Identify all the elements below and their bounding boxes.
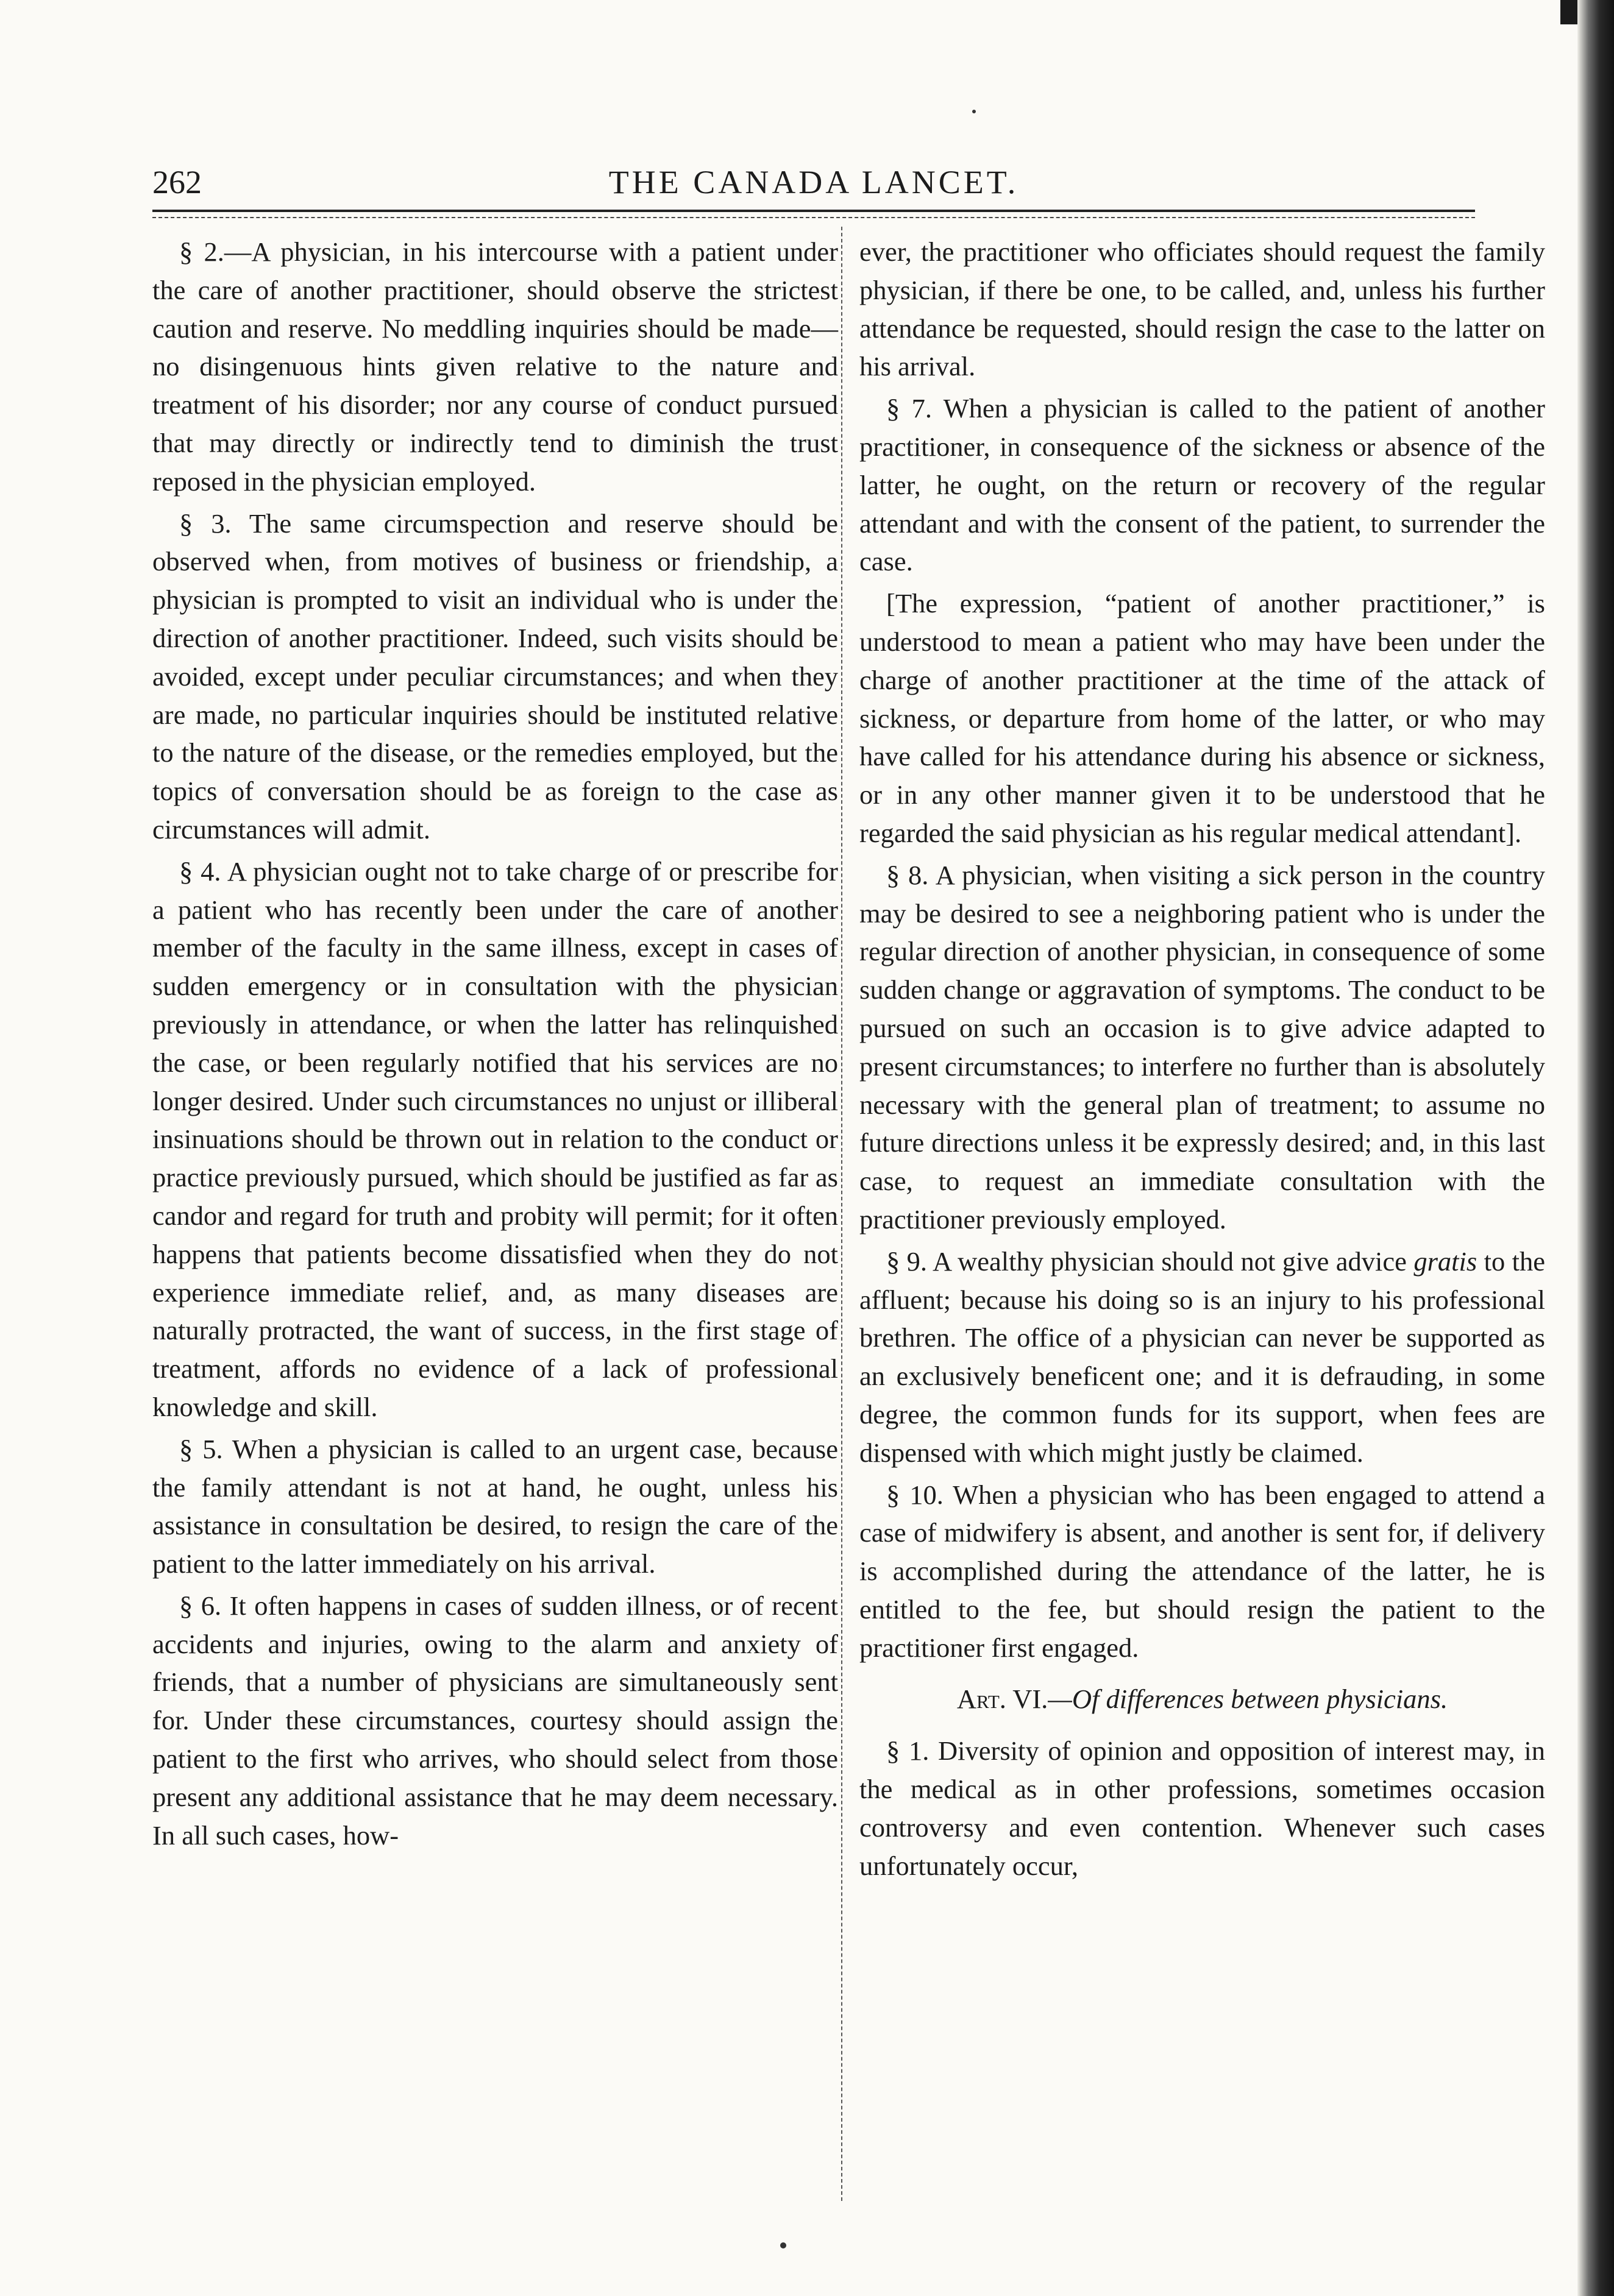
paragraph-text: The same circumspection and reserve should be observed when, from motives of business or friendship, a physician is prompted to visit an individual who is under the direction of another practitioner. Indeed, such visits should be avoided, except under peculiar circumstances; and when they are made, no particular inquiries should be instituted relative to the nature of the disease, or the remedies employed, but the topics of conversation should be as foreign to the case as circumstances will admit. [152,508,839,845]
right-column [859,233,1545,1888]
ink-dot [972,110,976,113]
page-header [152,163,1475,206]
section-mark: § 7. [886,393,932,424]
article-label: Art. VI. [956,1684,1048,1715]
column-divider [841,227,842,2201]
paragraph-text: When a physician who has been engaged to attend a case of midwifery is absent, and another is sent for, if delivery is accomplished during the attendance of the latter, he is entitled to the fee, but should resign the patient to the practitioner first engaged. [859,1479,1546,1663]
section-mark: § 8. [886,859,929,890]
paragraph [152,852,838,1426]
paragraph [152,233,838,501]
section-mark: § 9. [886,1245,928,1277]
journal-title: THE CANADA LANCET. [608,164,1019,200]
section-mark: § 6. [179,1590,222,1621]
paragraph [859,584,1545,852]
paragraph-continuation: ever, the practitioner who officiates should request the family physician, if there be one, to be called, and, unless his further attendance be requested, should resign the case to the latter on his arrival. [859,236,1545,382]
paragraph-text: A physician ought not to take charge of or prescribe for a patient who has recently been under the care of another member of the faculty in the same illness, except in cases of sudden emergency or in consultation with the physician previously in attendance, or when the latter has relinquished the case, or been regularly notified that his services are no longer desired. Under such circumstances no unjust or illiberal insinuations should be thrown out in relation to the conduct or practice previously pursued, which should be justified as far as candor and regard for truth and probity will permit; for it often happens that patients become dissatisfied when they do not experience immediate relief, and, as many diseases are naturally protracted, the want of success, in the first stage of treatment, affords no evidence of a lack of professional knowledge and skill. [152,856,839,1422]
section-mark: § 5. [179,1433,223,1464]
paragraph [859,1732,1545,1885]
paragraph-text: A wealthy physician should not give advice [933,1245,1407,1277]
paragraph [152,1587,838,1855]
article-heading [859,1680,1545,1718]
paragraph-text: It often happens in cases of sudden illness, or of recent accidents and injuries, owing to the alarm and anxiety of friends, that a number of physicians are simultaneously sent for. Under these circumstances, courtesy should assign the patient to the first who arrives, who should select from those present any additional assistance that he may deem necessary. In all such cases, how- [152,1590,838,1851]
italic-term: gratis [1413,1245,1477,1277]
header-rule-secondary [152,217,1475,218]
section-mark: § 4. [179,856,221,887]
paragraph [859,389,1545,581]
page-number: 262 [152,164,202,200]
paragraph-text: A physician, when visiting a sick person in the country may be desired to see a neighboring patient who is under the regular direction of another physician, in consequence of some sudden change or aggravation of symptoms. The conduct to be pursued on such an occasion is to give advice adapted to present circumstances; to interfere no further than is absolutely necessary with the general plan of treatment; to assume no future directions unless it be expressly desired; and, in this last case, to request an immediate consultation with the practitioner previously employed. [859,859,1545,1235]
paragraph [152,505,838,849]
paragraph [152,1430,838,1583]
header-rule [152,210,1475,212]
section-mark: § 2. [179,236,224,267]
paragraph-text: —A physician, in his intercourse with a patient under the care of another practitioner, should observe the strictest caution and reserve. No meddling inquiries should be made—no disingenuous hints given relative to the nature and treatment of his disorder; nor any course of conduct pursued that may directly or indirectly tend to diminish the trust reposed in the physician employed. [152,236,838,497]
paragraph-text: When a physician is called to an urgent case, because the family attendant is not at hand, he ought, unless his assistance in consultation be desired, to resign the care of the patient to the latter immediately on his arrival. [152,1433,839,1579]
section-mark: § 1. [886,1735,930,1766]
paragraph-text: to the affluent; because his doing so is an injury to his professional brethren. The office of a physician can never be supported as an exclusively beneficent one; and it is defrauding, in some degree, the common funds for its support, when fees are dispensed with which might justly be claimed. [859,1245,1546,1468]
paragraph [859,1476,1545,1667]
ink-dot [780,2242,786,2248]
section-mark: § 3. [179,508,232,539]
left-column [152,233,838,1858]
paragraph-text: Diversity of opinion and opposition of interest may, in the medical as in other professions, sometimes occasion controversy and even contention. Whenever such cases unfortunately occur, [859,1735,1545,1881]
paragraph-text: [The expression, “patient of another practitioner,” is understood to mean a patient who may have been under the charge of another practitioner at the time of the attack of sickness, or departure from home of the latter, or who may have called for his attendance during his absence or sickness, or in any other manner given it to be understood that he regarded the said physician as his regular medical attendant]. [859,588,1545,848]
article-title: —Of differences between physicians. [1048,1684,1448,1715]
scan-binding-edge [1577,0,1614,2296]
paragraph [859,1242,1545,1472]
paragraph-text: When a physician is called to the patient of another practitioner, in consequence of the sickness or absence of the latter, he ought, on the return or recovery of the regular attendant and with the consent of the patient, to surrender the case. [859,393,1545,577]
paragraph [859,856,1545,1239]
section-mark: § 10. [886,1479,944,1510]
